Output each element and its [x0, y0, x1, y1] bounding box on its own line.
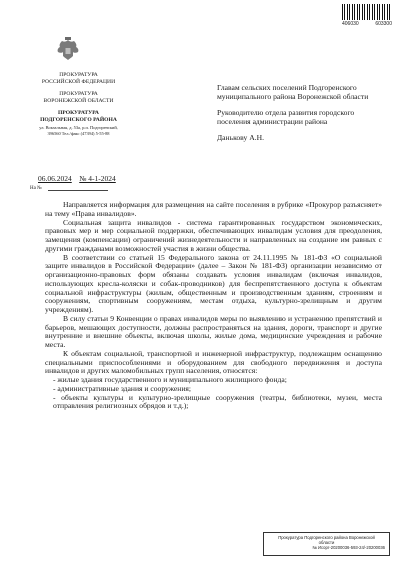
sender-org-line1: ПРОКУРАТУРА: [59, 72, 98, 78]
letter-date: 06.06.2024: [38, 174, 72, 183]
letter-body: [45, 201, 382, 411]
paragraph-convention-article-9: В силу статьи 9 Конвенции о правах инвалидов меры по выявлению и устранению препятствий и барьеров, мешающих доступности, должны распространяться на здания, дороги, транспорт и другие внутренние и внешние объекты, включая школы, жилые дома, медицинские учреждения и рабочие места.: [45, 313, 382, 349]
sender-org-line3: ПРОКУРАТУРА: [59, 91, 98, 97]
stamp-registration-number: № Исорг-20200036-593-24/-20200036: [312, 545, 385, 551]
registration-stamp: [263, 532, 390, 556]
reference-label: На №: [30, 186, 42, 191]
recipient-2: Руководителю отдела развития городского поселения администрации района: [217, 108, 355, 126]
sender-address: ул. Вокзальная, д. 53а, р.п. Подгоренский,: [39, 125, 118, 130]
sender-phone: 396560 Тел./факс (47394) 5-55-88: [47, 131, 110, 137]
recipients: [217, 84, 377, 151]
barcode: [342, 4, 392, 26]
list-item-culture: - объекты культуры и культурно-зрелищные сооружения (театры, библиотеки, музеи, места отправления религиозных обрядов и т.д.);: [53, 392, 382, 411]
barcode-number-left: 406030: [342, 21, 359, 27]
paragraph-intro: Направляется информация для размещения на сайте поселения в рубрике «Прокурор разъясняет» на тему «Права инвалидов».: [45, 200, 382, 218]
coat-of-arms-emblem: [55, 36, 81, 64]
recipient-1: Главам сельских поселений Подгоренского муниципального района Воронежской области: [217, 83, 369, 101]
barcode-number-right: 603300: [375, 21, 392, 27]
paragraph-infrastructure: К объектам социальной, транспортной и инженерной инфраструктур, подлежащим оснащению специальными приспособлениями и оборудованием для свободного передвижения и доступа инвалидов и других маломобильных групп населения, относятся:: [45, 348, 382, 376]
paragraph-law-article-15: В соответствии со статьей 15 Федерального закона от 24.11.1995 № 181-ФЗ «О социальной защите инвалидов в Российской Федерации» (далее – Закон № 181-ФЗ) организации независимо от организационно-правовых форм обязаны создавать условия инвалидам (включая инвалидов, использующих кресла-коляски и собак-проводников) для беспрепятственного доступа к объектам социальной инфраструктуры (жилым, общественным и производственным зданиям, строениям и сооружениям, спортивным сооружениям, местам отдыха, культурно-зрелищным и другим учреждениям).: [45, 252, 382, 314]
sender-org-line5: ПРОКУРАТУРА: [58, 110, 99, 116]
letter-date-number: [38, 174, 116, 183]
sender-org-line2: РОССИЙСКОЙ ФЕДЕРАЦИИ: [41, 79, 116, 85]
recipient-3: Данькову А.Н.: [217, 133, 264, 143]
list-item-administrative: - административные здания и сооружения;: [53, 383, 191, 393]
stamp-org-line1: Прокуратура Подгоренского района Воронежской: [278, 535, 375, 540]
paragraph-definition: Социальная защита инвалидов - система гарантированных государством экономических, правовых мер и мер социальной поддержки, обеспечивающих инвалидам условия для преодоления, замещения (компенсации) ограничений жизнедеятельности и направленных на создание им равных с другими гражданами возможностей участия в жизни общества.: [45, 217, 382, 253]
reference-line: [30, 186, 108, 191]
sender-org-line6: ПОДГОРЕНСКОГО РАЙОНА: [40, 117, 117, 123]
sender-org-line4: ВОРОНЕЖСКОЙ ОБЛАСТИ: [43, 98, 114, 104]
sender-header: [20, 72, 137, 137]
barcode-bars: [342, 4, 392, 20]
list-item-residential: - жилые здания государственного и муниципального жилищного фонда;: [53, 375, 287, 384]
letter-number: № 4-1-2024: [79, 174, 116, 183]
stamp-org-line2: области: [318, 540, 335, 546]
